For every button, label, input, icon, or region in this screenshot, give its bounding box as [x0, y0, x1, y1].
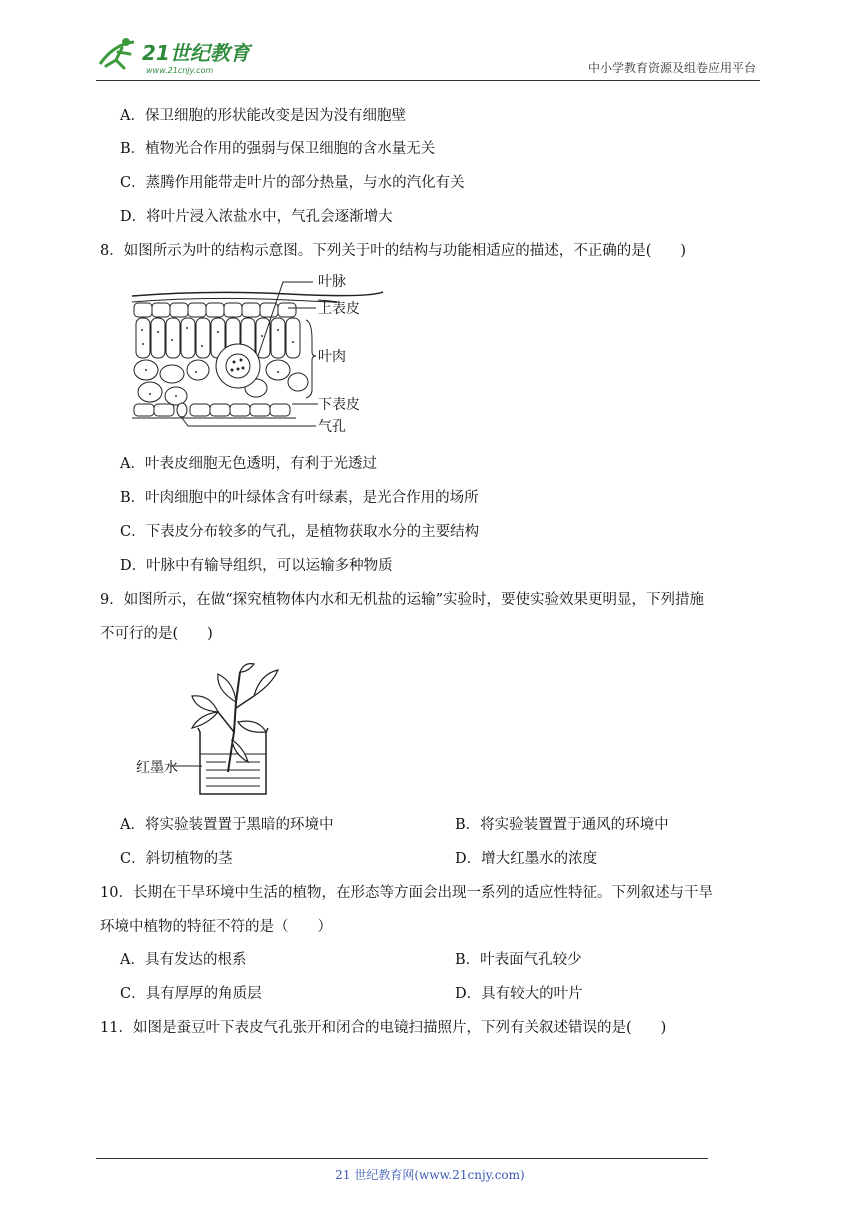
q9-stem-line2: 不可行的是( ) [100, 626, 213, 642]
plant-red-ink-diagram [136, 662, 286, 800]
header-platform-text: 中小学教育资源及组卷应用平台 [587, 61, 756, 75]
q8-option-c: C．下表皮分布较多的气孔，是植物获取水分的主要结构 [120, 524, 480, 540]
q11-stem: 11．如图是蚕豆叶下表皮气孔张开和闭合的电镜扫描照片，下列有关叙述错误的是( ) [100, 1020, 667, 1036]
header-divider [96, 80, 760, 81]
q8-option-a: A．叶表皮细胞无色透明，有利于光透过 [120, 456, 377, 472]
q9-option-b: B．将实验装置置于通风的环境中 [455, 817, 669, 833]
q7-option-c: C．蒸腾作用能带走叶片的部分热量，与水的汽化有关 [120, 175, 465, 191]
q8-stem: 8．如图所示为叶的结构示意图。下列关于叶的结构与功能相适应的描述，不正确的是( ) [100, 243, 687, 259]
label-mesophyll: 叶肉 [318, 349, 346, 365]
footer-site-link[interactable]: 21 世纪教育网(www.21cnjy.com) [335, 1168, 525, 1182]
footer-divider [96, 1158, 708, 1159]
label-upper-epidermis: 上表皮 [318, 301, 360, 317]
q10-option-b: B．叶表面气孔较少 [455, 952, 582, 968]
q10-option-c: C．具有厚厚的角质层 [120, 986, 262, 1002]
label-lower-epidermis: 下表皮 [318, 397, 360, 413]
q7-option-a: A．保卫细胞的形状能改变是因为没有细胞壁 [120, 108, 406, 124]
leaf-structure-diagram [128, 270, 388, 436]
q8-option-d: D．叶脉中有输导组织，可以运输多种物质 [120, 558, 393, 574]
q8-option-b: B．叶肉细胞中的叶绿体含有叶绿素，是光合作用的场所 [120, 490, 479, 506]
page-header [96, 26, 760, 80]
site-logo [96, 34, 266, 78]
q10-stem-line1: 10．长期在干旱环境中生活的植物，在形态等方面会出现一系列的适应性特征。下列叙述与干旱 [100, 885, 713, 901]
q10-option-a: A．具有发达的根系 [120, 952, 247, 968]
q9-option-c: C．斜切植物的茎 [120, 851, 233, 867]
svg-text:www.21cnjy.com: www.21cnjy.com [146, 66, 214, 75]
q9-stem-line1: 9．如图所示，在做“探究植物体内水和无机盐的运输”实验时，要使实验效果更明显，下列措施 [100, 592, 705, 608]
q9-option-a: A．将实验装置置于黑暗的环境中 [120, 817, 334, 833]
label-stoma: 气孔 [318, 419, 346, 435]
q7-option-d: D．将叶片浸入浓盐水中，气孔会逐渐增大 [120, 209, 393, 225]
q7-option-b: B．植物光合作用的强弱与保卫细胞的含水量无关 [120, 141, 436, 157]
q10-option-d: D．具有较大的叶片 [455, 986, 583, 1002]
q9-option-d: D．增大红墨水的浓度 [455, 851, 598, 867]
label-red-ink: 红墨水 [136, 760, 178, 776]
q10-stem-line2: 环境中植物的特征不符的是（ ） [100, 919, 332, 935]
svg-text:21世纪教育: 21世纪教育 [142, 41, 250, 65]
label-vein: 叶脉 [318, 274, 346, 290]
